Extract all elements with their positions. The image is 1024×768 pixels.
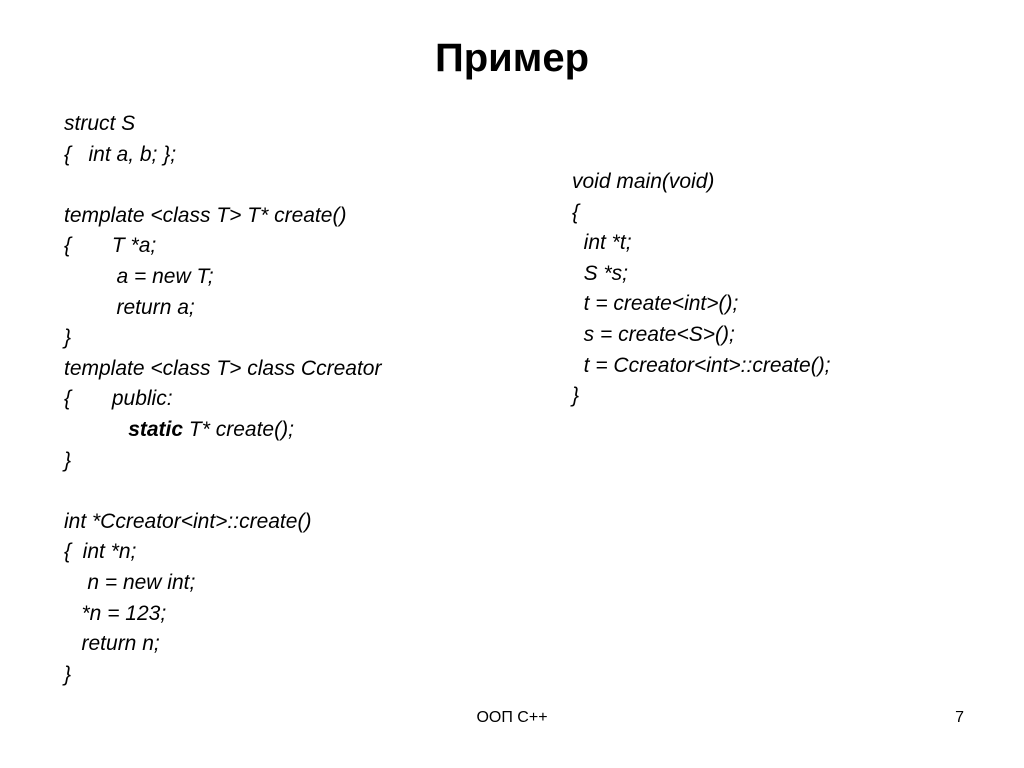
- code-line: template <class T> T* create(): [64, 203, 347, 227]
- code-line: t = Ccreator<int>::create();: [572, 353, 831, 377]
- code-line: *n = 123;: [64, 601, 167, 625]
- code-line: [64, 415, 381, 446]
- slide-title: Пример: [434, 36, 590, 80]
- code-line: { T *a;: [64, 234, 157, 258]
- code-line: { int a, b; };: [64, 142, 177, 166]
- code-block-right: [572, 167, 831, 412]
- code-line: {: [572, 200, 580, 224]
- code-line: int *Ccreator<int>::create(): [64, 509, 312, 533]
- slide-page-number: 7: [955, 709, 964, 726]
- code-line: return a;: [64, 295, 195, 319]
- slide-footer: ООП C++: [476, 709, 548, 726]
- code-line: t = create<int>();: [572, 292, 739, 316]
- code-line: }: [64, 662, 72, 686]
- code-line: }: [64, 448, 72, 472]
- code-line: { public:: [64, 387, 173, 411]
- code-line: a = new T;: [64, 264, 214, 288]
- code-keyword: static: [128, 417, 184, 441]
- code-line: n = new int;: [64, 570, 196, 594]
- code-line: }: [572, 384, 580, 408]
- code-line: [64, 476, 381, 507]
- code-line: struct S: [64, 112, 136, 135]
- code-text: [64, 418, 128, 441]
- code-line: return n;: [64, 632, 160, 656]
- code-line: s = create<S>();: [572, 322, 735, 346]
- code-line: { int *n;: [64, 540, 137, 564]
- code-line: }: [64, 326, 72, 350]
- code-block-left: [64, 109, 381, 690]
- code-line: [64, 170, 381, 201]
- code-line: int *t;: [572, 231, 632, 255]
- code-line: template <class T> class Ccreator: [64, 356, 382, 380]
- code-text: T* create();: [183, 417, 294, 441]
- code-line: S *s;: [572, 261, 629, 285]
- code-line: void main(void): [572, 170, 715, 193]
